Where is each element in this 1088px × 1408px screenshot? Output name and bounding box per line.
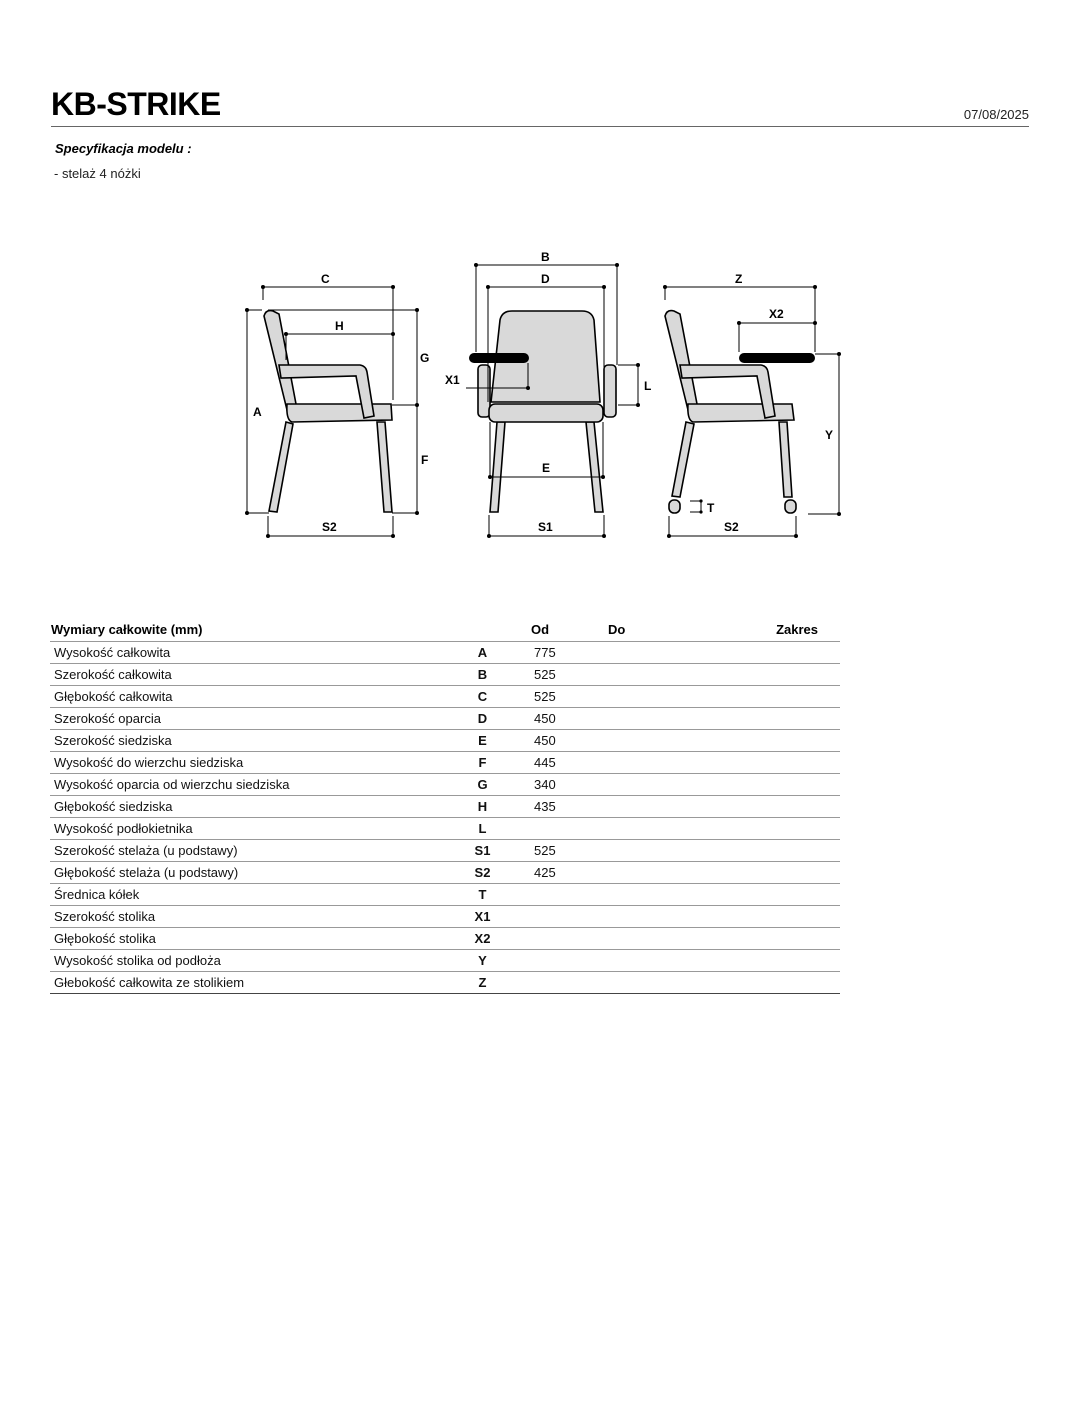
column-header-range: Zakres [722, 617, 840, 642]
cell-from [530, 928, 607, 950]
cell-name: Wysokość całkowita [50, 642, 435, 664]
column-header-from: Od [530, 617, 607, 642]
label-c: C [321, 272, 330, 286]
cell-symbol: A [435, 642, 530, 664]
cell-symbol: S1 [435, 840, 530, 862]
document-date: 07/08/2025 [963, 107, 1029, 122]
column-header-name: Wymiary całkowite (mm) [50, 617, 435, 642]
cell-from: 525 [530, 664, 607, 686]
cell-name: Wysokość oparcia od wierzchu siedziska [50, 774, 435, 796]
cell-symbol: L [435, 818, 530, 840]
label-t: T [707, 501, 715, 515]
cell-name: Głębokość całkowita [50, 686, 435, 708]
cell-symbol: E [435, 730, 530, 752]
label-e: E [542, 461, 551, 475]
cell-range [722, 950, 840, 972]
label-s1: S1 [538, 520, 553, 534]
cell-name: Szerokość stelaża (u podstawy) [50, 840, 435, 862]
cell-symbol: H [435, 796, 530, 818]
table-row [50, 752, 840, 774]
cell-from [530, 818, 607, 840]
cell-from [530, 950, 607, 972]
cell-range [722, 642, 840, 664]
cell-range [722, 818, 840, 840]
cell-from: 425 [530, 862, 607, 884]
header-divider [51, 126, 1029, 127]
cell-to [607, 840, 722, 862]
label-y: Y [825, 428, 834, 442]
table-row [50, 884, 840, 906]
cell-range [722, 972, 840, 994]
table-row [50, 818, 840, 840]
cell-to [607, 730, 722, 752]
cell-symbol: X1 [435, 906, 530, 928]
column-header-symbol [435, 617, 530, 642]
cell-to [607, 708, 722, 730]
cell-symbol: Y [435, 950, 530, 972]
table-row [50, 972, 840, 994]
table-row [50, 708, 840, 730]
cell-to [607, 774, 722, 796]
cell-name: Średnica kółek [50, 884, 435, 906]
cell-range [722, 928, 840, 950]
table-row [50, 950, 840, 972]
cell-name: Głebokość całkowita ze stolikiem [50, 972, 435, 994]
cell-symbol: C [435, 686, 530, 708]
label-z: Z [735, 272, 743, 286]
cell-to [607, 950, 722, 972]
cell-from: 445 [530, 752, 607, 774]
cell-to [607, 818, 722, 840]
side-view-tablet [663, 272, 841, 538]
table-row [50, 686, 840, 708]
cell-to [607, 906, 722, 928]
page-title: KB-STRIKE [51, 86, 221, 122]
label-s2-side: S2 [322, 520, 337, 534]
cell-symbol: B [435, 664, 530, 686]
column-header-to: Do [607, 617, 722, 642]
label-f: F [421, 453, 429, 467]
cell-to [607, 972, 722, 994]
cell-range [722, 906, 840, 928]
cell-to [607, 664, 722, 686]
table-row [50, 664, 840, 686]
cell-from: 435 [530, 796, 607, 818]
cell-to [607, 884, 722, 906]
cell-to [607, 642, 722, 664]
side-view [245, 272, 429, 538]
cell-name: Wysokość do wierzchu siedziska [50, 752, 435, 774]
front-view [445, 250, 651, 538]
table-header-row [50, 617, 840, 642]
table-row [50, 906, 840, 928]
cell-name: Wysokość podłokietnika [50, 818, 435, 840]
cell-name: Głębokość siedziska [50, 796, 435, 818]
dimensions-table [50, 617, 840, 994]
label-l: L [644, 379, 652, 393]
cell-range [722, 752, 840, 774]
table-row [50, 862, 840, 884]
cell-from: 525 [530, 686, 607, 708]
cell-range [722, 862, 840, 884]
cell-name: Szerokość oparcia [50, 708, 435, 730]
cell-from [530, 906, 607, 928]
cell-name: Głębokość stelaża (u podstawy) [50, 862, 435, 884]
cell-to [607, 752, 722, 774]
cell-range [722, 796, 840, 818]
cell-from [530, 972, 607, 994]
cell-to [607, 686, 722, 708]
cell-from: 450 [530, 730, 607, 752]
cell-symbol: D [435, 708, 530, 730]
cell-range [722, 840, 840, 862]
table-row [50, 642, 840, 664]
spec-item: - stelaż 4 nóżki [54, 166, 141, 181]
cell-range [722, 774, 840, 796]
cell-range [722, 730, 840, 752]
table-row [50, 840, 840, 862]
cell-to [607, 796, 722, 818]
label-g: G [420, 351, 430, 365]
label-d: D [541, 272, 550, 286]
cell-range [722, 708, 840, 730]
cell-name: Szerokość stolika [50, 906, 435, 928]
cell-symbol: S2 [435, 862, 530, 884]
cell-symbol: T [435, 884, 530, 906]
cell-symbol: G [435, 774, 530, 796]
cell-range [722, 686, 840, 708]
cell-range [722, 664, 840, 686]
table-row [50, 796, 840, 818]
cell-from: 340 [530, 774, 607, 796]
cell-range [722, 884, 840, 906]
label-x2: X2 [769, 307, 784, 321]
cell-from: 450 [530, 708, 607, 730]
cell-from: 525 [530, 840, 607, 862]
label-b: B [541, 250, 550, 264]
cell-name: Głębokość stolika [50, 928, 435, 950]
cell-name: Szerokość siedziska [50, 730, 435, 752]
cell-from: 775 [530, 642, 607, 664]
cell-symbol: F [435, 752, 530, 774]
cell-to [607, 862, 722, 884]
chair-dimension-drawing [230, 240, 860, 560]
table-row [50, 774, 840, 796]
label-x1: X1 [445, 373, 460, 387]
label-s2-tablet: S2 [724, 520, 739, 534]
cell-symbol: X2 [435, 928, 530, 950]
label-h: H [335, 319, 344, 333]
table-row [50, 730, 840, 752]
cell-symbol: Z [435, 972, 530, 994]
table-row [50, 928, 840, 950]
spec-heading: Specyfikacja modelu : [55, 141, 192, 156]
label-a: A [253, 405, 262, 419]
cell-from [530, 884, 607, 906]
cell-name: Wysokość stolika od podłoża [50, 950, 435, 972]
cell-to [607, 928, 722, 950]
cell-name: Szerokość całkowita [50, 664, 435, 686]
